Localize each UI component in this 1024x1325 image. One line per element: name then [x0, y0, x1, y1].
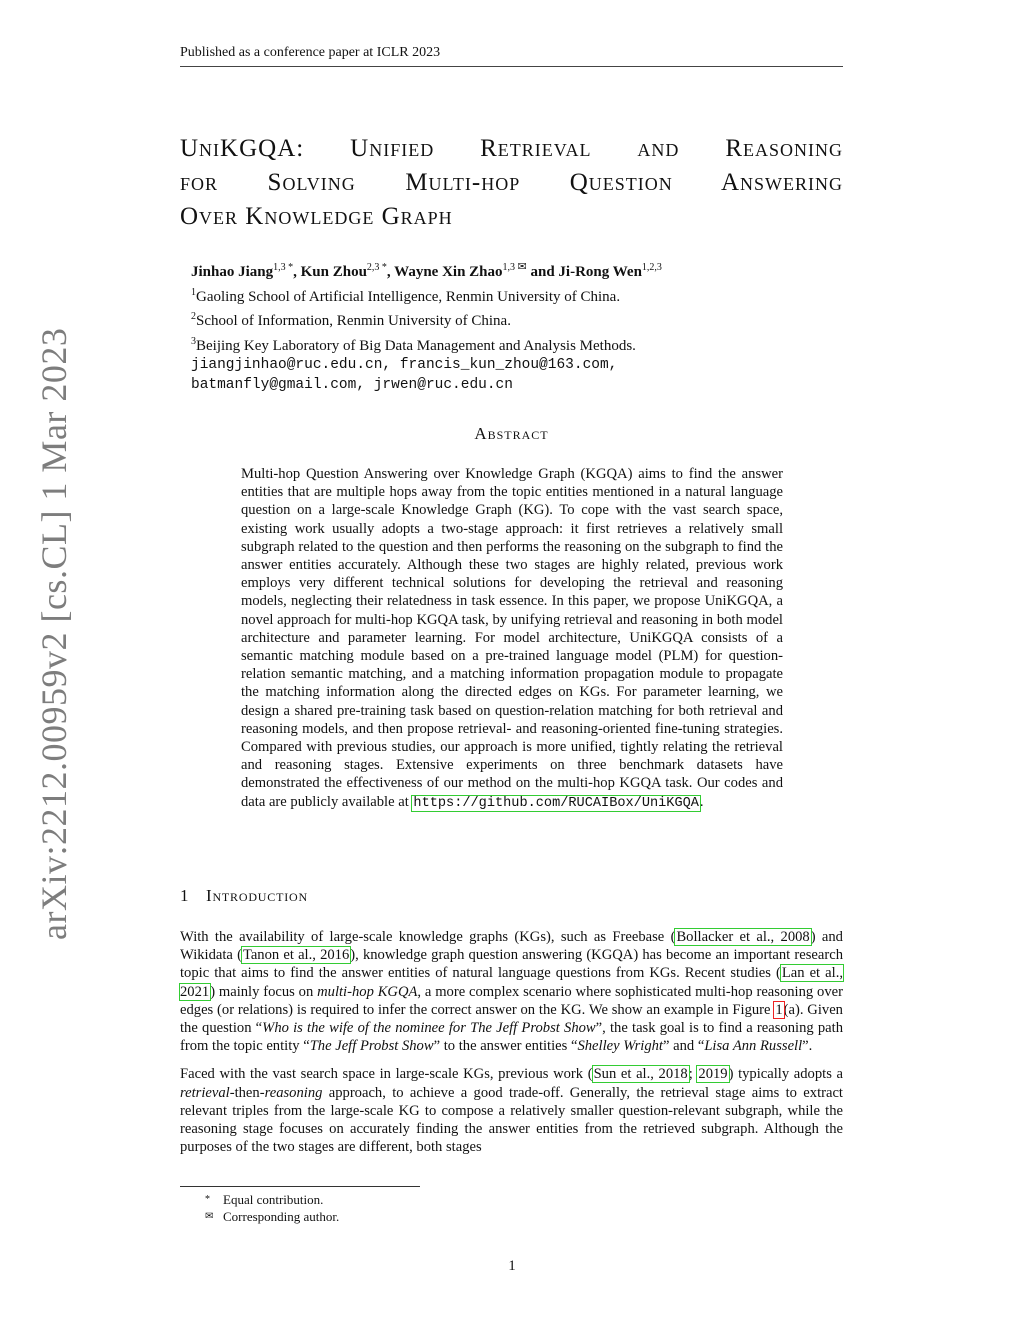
paper-title: [180, 132, 843, 234]
section-number: 1: [180, 886, 190, 905]
author-list: [191, 258, 843, 283]
envelope-icon: ✉: [205, 1211, 214, 1222]
section-heading: [180, 886, 843, 906]
email-line-1: jiangjinhao@ruc.edu.cn, francis_kun_zhou@163.com,: [191, 357, 618, 373]
author-4-affil: 1,2,3: [641, 262, 662, 273]
footnotes: [205, 1191, 605, 1225]
email-line-2: batmanfly@gmail.com, jrwen@ruc.edu.cn: [191, 376, 513, 393]
title-line-1: UniKGQA: Unified Retrieval and Reasoning: [180, 135, 843, 162]
affiliation-3: $^3$Beijing Key Laboratory of Big Data Management and Analysis Methods.: [191, 335, 636, 354]
author-2-affil: 2,3 *: [366, 262, 387, 273]
footnote-2: ✉ Corresponding author.: [205, 1209, 340, 1224]
page-number: 1: [508, 1258, 516, 1274]
footnote-1: * Equal contribution.: [205, 1192, 324, 1207]
citation-sun-2019[interactable]: 2019: [698, 1066, 728, 1083]
section-title: Introduction: [206, 886, 308, 905]
citation-lan[interactable]: Lan et al., 2021: [180, 965, 843, 1000]
envelope-icon: ✉: [517, 261, 527, 273]
author-4: and Ji-Rong Wen: [526, 264, 642, 280]
author-1-affil: 1,3 *: [273, 262, 294, 273]
author-block: [191, 258, 843, 395]
author-3: , Wayne Xin Zhao: [386, 264, 503, 280]
code-link[interactable]: https://github.com/RUCAIBox/UniKGQA: [413, 795, 699, 811]
title-line-2: for Solving Multi-hop Question Answering: [180, 169, 843, 196]
running-header: Published as a conference paper at ICLR 2023: [180, 44, 843, 67]
author-3-affil: 1,3 ✉: [502, 261, 527, 273]
citation-sun-2018[interactable]: Sun et al., 2018: [593, 1066, 688, 1083]
introduction-body: [180, 928, 843, 1166]
citation-bollacker[interactable]: Bollacker et al., 2008: [676, 929, 810, 945]
author-1: Jinhao Jiang: [191, 264, 274, 280]
figure-reference[interactable]: 1: [775, 1001, 783, 1018]
citation-tanon[interactable]: Tanon et al., 2016: [242, 947, 350, 964]
abstract-heading: Abstract: [474, 424, 549, 443]
intro-paragraph-1: With the availability of large-scale knowledge graphs (KGs), such as Freebase (Bollacker et al., 2008) and Wikidata (Tanon et al., 2016), knowledge graph question answering (KGQA) has become an important research topic that aims to find the answer entities of natural language questions from KGs. Recent studies (Lan et al., 2021) mainly focus on multi-hop KGQA, a more complex scenario where sophisticated multi-hop reasoning over edges (or relations) is required to infer the correct answer on the KG. We show an example in Figure 1(a). Given the question “Who is the wife of the nominee for The Jeff Probst Show”, the task goal is to find a reasoning path from the topic entity “The Jeff Probst Show” to the answer entities “Shelley Wright” and “Lisa Ann Russell”.: [180, 929, 843, 1055]
intro-paragraph-2: Faced with the vast search space in large-scale KGs, previous work (Sun et al., 2018; 2019) typically adopts a retrieval-then-reasoning approach, to achieve a good trade-off. Generally, the retrieval stage aims to extract relevant triples from the large-scale KG to compose a relatively smaller question-relevant subgraph, while the reasoning stage focuses on accurately finding the answer entities from the retrieved subgraph. Although the purposes of the two stages are different, both stages: [180, 1066, 843, 1156]
affiliation-1: $^1$Gaoling School of Artificial Intelligence, Renmin University of China.: [191, 286, 621, 305]
affiliation-2: $^2$School of Information, Renmin University of China.: [191, 311, 511, 329]
abstract-text: Multi-hop Question Answering over Knowledge Graph (KGQA) aims to find the answer entities that are multiple hops away from the topic entities mentioned in a natural language question on a large-scale Knowledge Graph (KG). To cope with the vast search space, existing work usually adopts a two-stage approach: it first retrieves a relatively small subgraph related to the question and then performs the reasoning on the subgraph to find the answer entities accurately. Although these two stages are highly related, previous work employs very different technical solutions for developing the retrieval and reasoning models, neglecting their relatedness in task essence. In this paper, we propose UniKGQA, a novel approach for multi-hop KGQA task, by unifying retrieval and reasoning in both model architecture and parameter learning. For model architecture, UniKGQA consists of a semantic matching module based on a pre-trained language model (PLM) for question-relation semantic matching, and a matching information propagation module to propagate the matching information along the directed edges on KGs. For parameter learning, we design a shared pre-training task based on question-relation matching for both retrieval and reasoning models, and then propose retrieval- and reasoning-oriented fine-tuning strategies. Compared with previous studies, our approach is more unified, tightly relating the retrieval and reasoning stages. Extensive experiments on three benchmark datasets have demonstrated the effectiveness of our method on the multi-hop KGQA task. Our codes and data are publicly available at https://github.com/RUCAIBox/UniKGQA.: [241, 466, 783, 811]
author-2: , Kun Zhou: [293, 264, 367, 280]
title-line-3: Over Knowledge Graph: [180, 203, 453, 230]
arxiv-stamp: arXiv:2212.00959v2 [cs.CL] 1 Mar 2023: [34, 327, 74, 940]
footnote-rule: [180, 1186, 420, 1187]
